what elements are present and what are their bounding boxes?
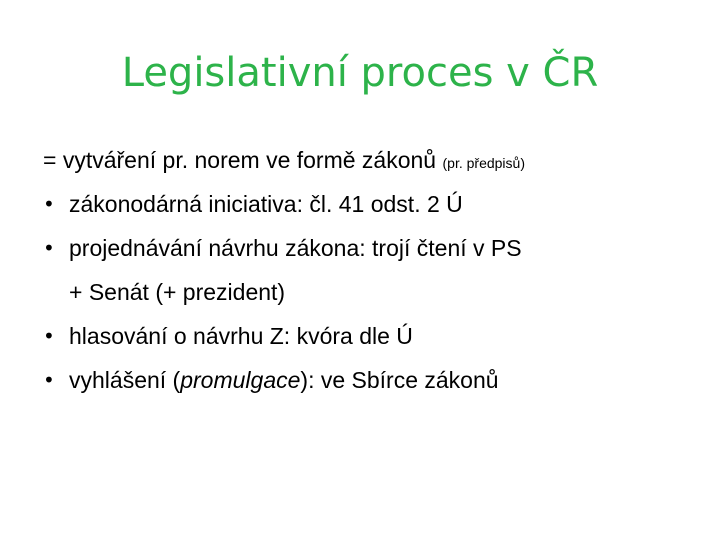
continuation-text: + Senát (+ prezident) (69, 279, 286, 305)
slide-body (43, 138, 703, 402)
bullet-item (43, 358, 703, 402)
bullet-text-prefix: vyhlášení ( (69, 367, 181, 393)
slide-title: Legislativní proces v ČR (121, 50, 599, 96)
bullet-text-emphasis: promulgace (180, 367, 301, 393)
definition-note: (pr. předpisů) (442, 155, 525, 171)
bullet-icon: • (43, 192, 55, 216)
bullet-item (43, 182, 703, 226)
bullet-icon: • (43, 324, 55, 348)
bullet-item (43, 314, 703, 358)
bullet-icon: • (43, 368, 55, 392)
bullet-item (43, 226, 703, 270)
bullet-text: zákonodárná iniciativa: čl. 41 odst. 2 Ú (69, 191, 463, 217)
bullet-icon: • (43, 236, 55, 260)
definition-line (43, 138, 703, 182)
bullet-continuation (43, 270, 703, 314)
definition-text: = vytváření pr. norem ve formě zákonů (43, 147, 437, 173)
bullet-text: projednávání návrhu zákona: trojí čtení v PS (69, 235, 522, 261)
bullet-text-suffix: ): ve Sbírce zákonů (300, 367, 499, 393)
bullet-text: hlasování o návrhu Z: kvóra dle Ú (69, 323, 413, 349)
